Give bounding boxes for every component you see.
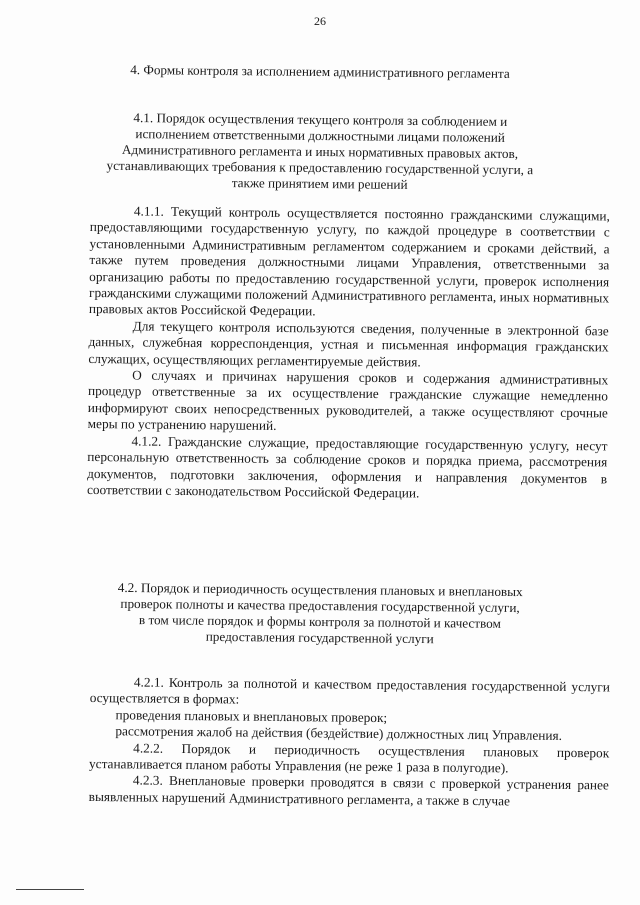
heading-line: 4.2. Порядок и периодичность осуществления плановых и внеплановых xyxy=(117,579,523,600)
paragraph-4-2-3: 4.2.3. Внеплановые проверки проводятся в связи с проверкой устранения ранее выявленных нарушений Административного регламента, а также в случае xyxy=(88,772,609,809)
section-4-1-heading xyxy=(0,109,640,196)
paragraph-4-2-1: 4.2.1. Контроль за полнотой и качеством предоставления государственной услуги осуществляется в формах: xyxy=(89,674,610,707)
paragraph-current-control-sources: Для текущего контроля используются сведения, полученные в электронной базе данных, служебная корреспонденция, устная и письменная информация гражданских служащих, осуществляющих регламентируемые действия. xyxy=(88,318,609,370)
heading-line: предоставления государственной услуги xyxy=(205,628,434,647)
paragraph-4-1-2: 4.1.2. Гражданские служащие, предоставляющие государственную услугу, несут персональную ответственность за соблюдение сроков и порядка приема, рассмотрения документов, подготовки заключения, оформления и направления документов в соответствии с законодательством Российской Федерации. xyxy=(86,433,608,501)
paragraph-violations: О случаях и причинах нарушения сроков и содержания административных процедур ответственные за их осуществление гражданские служащие немедленно информируют своих непосредственных руководителей, а также осуществляют срочные меры по устранению нарушений. xyxy=(87,367,609,434)
paragraph-form-planned-checks: проведения плановых и внеплановых проверок; xyxy=(115,707,388,725)
section-4-title: 4. Формы контроля за исполнением административного регламента xyxy=(130,62,510,81)
heading-line: исполнением ответственными должностными лицами положений xyxy=(135,126,505,145)
heading-line: 4.1. Порядок осуществления текущего контроля за соблюдением и xyxy=(133,110,508,129)
paragraph-form-complaints: рассмотрения жалоб на действия (бездействие) должностных лиц Управления. xyxy=(115,723,563,744)
heading-line: устанавливающих требования к предоставлению государственной услуги, а xyxy=(106,157,534,178)
heading-line: также принятием ими решений xyxy=(231,175,408,192)
paragraph-4-2-2: 4.2.2. Порядок и периодичность осуществления плановых проверок устанавливается планом работы Управления (не реже 1 раза в полугодие). xyxy=(88,740,610,776)
section-4-2-body xyxy=(89,674,610,811)
heading-line: в том числе порядок и формы контроля за полнотой и качеством xyxy=(138,612,501,631)
page-number: 26 xyxy=(314,14,326,28)
section-4-1-body xyxy=(87,203,610,504)
heading-line: Административного регламента и иных нормативных правовых актов, xyxy=(121,141,519,162)
paragraph-4-1-1: 4.1.1. Текущий контроль осуществляется постоянно гражданскими служащими, предоставляющими государственную услугу, по каждой процедуре в соответствии с установленными Административным регламентом содержанием и сроками действий, а также путем проведения должностными лицами Управления, ответственными за организацию работы по предоставлению государственной услуги, проверок исполнения гражданскими служащими положений Административного регламента, иных нормативных правовых актов Российской Федерации. xyxy=(88,203,610,319)
section-4-2-heading xyxy=(0,579,640,650)
footnote-divider xyxy=(16,889,84,890)
heading-line: проверок полноты и качества предоставления государственной услуги, xyxy=(120,595,520,616)
